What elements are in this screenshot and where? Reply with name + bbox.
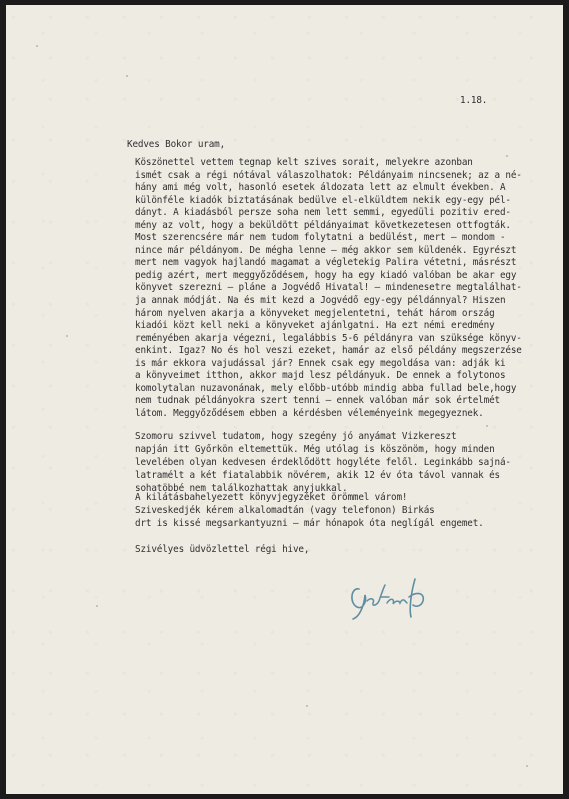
letter-paragraph-2: Szomoru szivvel tudatom, hogy szegény jó anyámat Vizkereszt napján itt Győrkön eltemettük. Még utólag is köszönöm, hogy minden levelében olyan kedvesen érdeklődött hogyléte felől. Leginkább sajná- latramélt a két fiatalabbik növérem, akik 12 év óta távol vannak és sohatöbbé nem találkozhattak anyjukkal.: [135, 431, 511, 494]
letter-closing: Szivélyes üdvözlettel régi hive,: [135, 544, 310, 555]
letter-greeting: Kedves Bokor uram,: [127, 139, 226, 150]
letter-paragraph-3: A kilátásbahelyezett könyvjegyzéket örömmel várom! Sziveskedjék kérem alkalomadtán (vagy telefonon) Birkás drt is kissé megsarkantyuzni – már hónapok óta neglígál engemet.: [135, 492, 484, 529]
handwritten-signature: [345, 567, 445, 622]
letter-paragraph-1: Köszönettel vettem tegnap kelt szives sorait, melyekre azonban ismét csak a régi nótával válaszolhatok: Példányaim nincsenek; az a né- hány ami még volt, hasonló esetek áldozata lett az elmult években. A különféle kiadók biztatásának bedülve el-elküldtem nekik egy-egy pél- dányt. A kiadásból persze soha nem lett semmi, egyedüli pozitiv ered- mény az volt, hogy a beküldött példányaimat következetesen ottfogták. Most szerencsére már nem tudom folytatni a bedülést, mert – mondom - nince már példányom. De mégha lenne – még akkor sem küldenék. Egyrészt mert nem vagyok hajlandó magamat a végletekig Palira vétetni, másrészt pedig azért, mert meggyőződésem, hogy ha egy kiadó valóban be akar egy könyvet szerezni – pláne a Jogvédő Hivatal! – mindenesetre megtalálhat- ja annak módját. Na és mit kezd a Jogvédő egy-egy példánnyal? Hiszen három nyelven akarja a könyveket megjelentetni, tehát három ország kiadói közt kell neki a könyveket ajánlgatni. Ha ezt némi eredmény reményében akarja végezni, legalábbis 5-6 példányra van szüksége könyv- enkint. Igaz? No és hol veszi ezeket, hamár az első példány megszerzése is már ekkora vajudással jár? Ennek csak egy megoldása van: adják ki a könyveimet itthon, akkor majd lesz példányuk. De ennek a folytonos komolytalan nuzavonának, mely előbb-utóbb mindig abba fullad bele,hogy nem tudnak példányokra szert tenni – ennek valóban már sok értelmét látom. Meggyőződésem ebben a kérdésben véleményeink megegyeznek.: [135, 157, 522, 419]
letter-date: 1.18.: [460, 95, 488, 106]
